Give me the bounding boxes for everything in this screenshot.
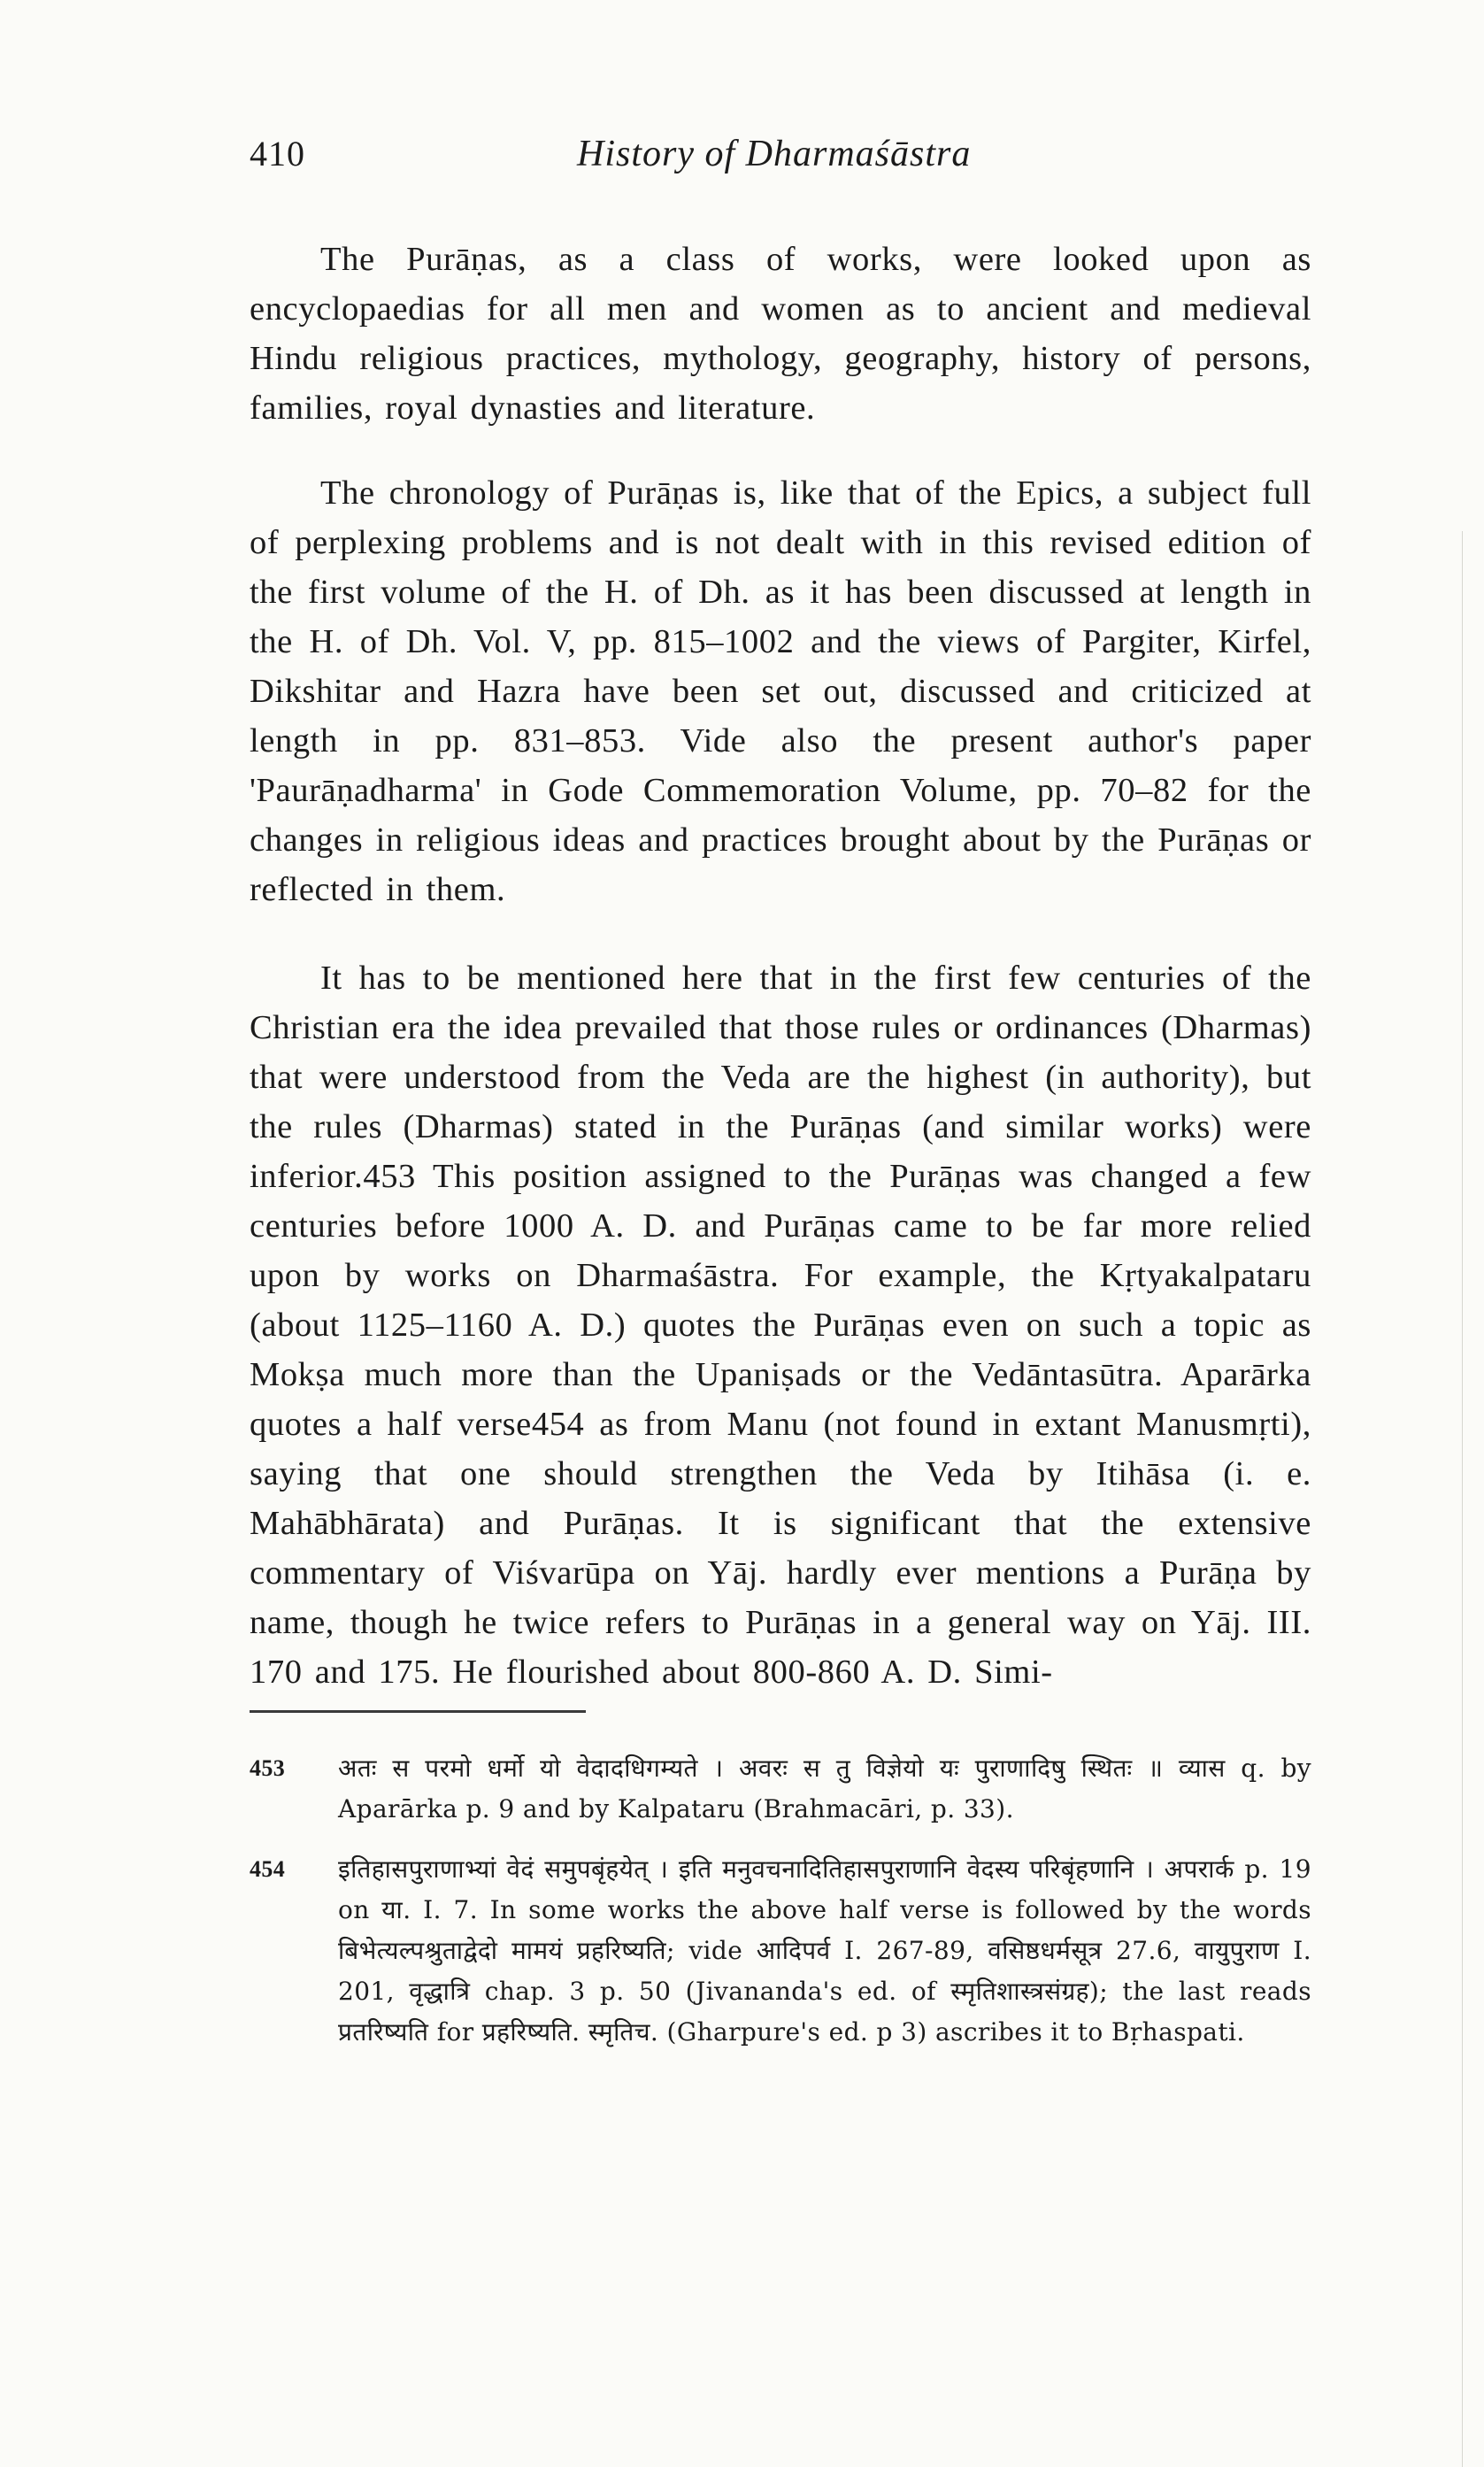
footnote-separator-rule [250, 1710, 586, 1713]
body-text [250, 235, 1311, 1731]
footnote-text: अतः स परमो धर्मो यो वेदादधिगम्यते । अवरः स तु विज्ञेयो यः पुराणादिषु स्थितः ॥ व्यास q. by Aparārka p. 9 and by Kalpataru (Brahmacāri, p. 33). [338, 1754, 1311, 1823]
footnote-number: 454 [250, 1856, 286, 1882]
footnote-number: 453 [250, 1755, 286, 1781]
footnotes [250, 1748, 1311, 2072]
page-number: 410 [250, 134, 305, 173]
page-header [250, 133, 1311, 195]
paragraph-puranas-encyclopaedias: The Purāṇas, as a class of works, were looked upon as encyclopaedias for all men and women as to ancient and medieval Hindu religious practices, mythology, geography, history of persons, families, royal dynasties and literature. [250, 241, 1311, 427]
footnote-text: इतिहासपुराणाभ्यां वेदं समुपबृंहयेत् । इति मनुवचनादितिहासपुराणानि वेदस्य परिबृंहणानि । अपरार्क p. 19 on या. I. 7. In some works the above half verse is followed by the words बिभेत्यल्पश्रुताद्वेदो मामयं प्रहरिष्यति; vide आदिपर्व I. 267-89, वसिष्ठधर्मसूत्र 27.6, वायुपुराण I. 201, वृद्धात्रि chap. 3 p. 50 (Jivananda's ed. of स्मृतिशास्त्रसंग्रह); the last reads प्रतरिष्यति for प्रहरिष्यति. स्मृतिच. (Gharpure's ed. p 3) ascribes it to Bṛhaspati. [338, 1854, 1311, 2047]
footnote-453 [250, 1748, 1311, 1830]
paragraph-chronology-of-puranas: The chronology of Purāṇas is, like that of the Epics, a subject full of perplexing problems and is not dealt with in this revised edition of the first volume of the H. of Dh. as it has been discussed at length in the H. of Dh. Vol. V, pp. 815–1002 and the views of Pargiter, Kirfel, Dikshitar and Hazra have been set out, discussed and criticized at length in pp. 831–853. Vide also the present author's paper 'Paurāṇadharma' in Gode Commemoration Volume, pp. 70–82 for the changes in religious ideas and practices brought about by the Purāṇas or reflected in them. [250, 474, 1311, 908]
paragraph-authority-of-puranas: It has to be mentioned here that in the first few centuries of the Christian era the idea prevailed that those rules or ordinances (Dharmas) that were understood from the Veda are the highest (in authority), but the rules (Dharmas) stated in the Purāṇas (and similar works) were inferior.453 This position assigned to the Purāṇas was changed a few centuries before 1000 A. D. and Purāṇas came to be far more relied upon by works on Dharmaśāstra. For example, the Kṛtyakalpataru (about 1125–1160 A. D.) quotes the Purāṇas even on such a topic as Mokṣa much more than the Upaniṣads or the Vedāntasūtra. Aparārka quotes a half verse454 as from Manu (not found in extant Manusmṛti), saying that one should strengthen the Veda by Itihāsa (i. e. Mahābhārata) and Purāṇas. It is significant that the extensive commentary of Viśvarūpa on Yāj. hardly ever mentions a Purāṇa by name, though he twice refers to Purāṇas in a general way on Yāj. III. 170 and 175. He flourished about 800-860 A. D. Simi- [250, 960, 1311, 1691]
scan-margin-line [1462, 531, 1463, 2467]
footnote-454 [250, 1849, 1311, 2053]
running-title: History of Dharmaśāstra [577, 134, 972, 174]
